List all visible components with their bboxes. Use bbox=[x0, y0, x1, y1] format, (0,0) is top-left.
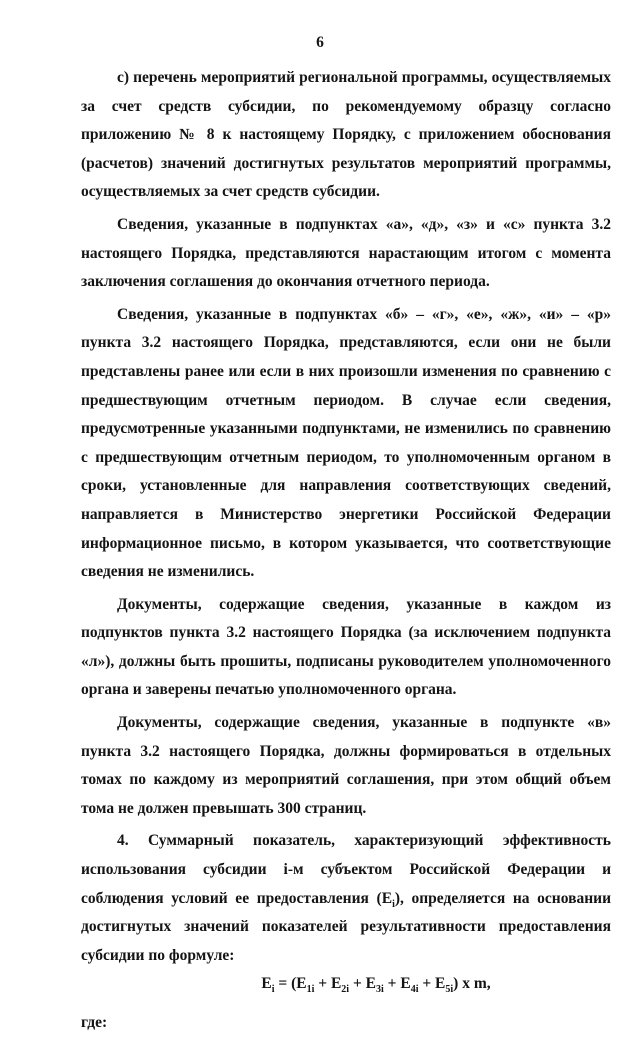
formula-term1-sub: 1i bbox=[306, 984, 315, 996]
page-number: 6 bbox=[316, 34, 324, 51]
formula-plus3: + E bbox=[383, 975, 411, 993]
formula-plus1: + E bbox=[314, 975, 342, 993]
paragraph-summary-indicator bbox=[81, 827, 611, 970]
paragraph-cumulative-info: Сведения, указанные в подпунктах «а», «д», «з» и «с» пункта 3.2 настоящего Порядка, представляются нарастающим итогом с момента заключения соглашения до окончания отчетного периода. bbox=[81, 215, 611, 291]
formula-plus4: + E bbox=[418, 975, 446, 993]
paragraph-item-s: с) перечень мероприятий региональной программы, осуществляемых за счет средств субсидии, по рекомендуемому образцу согласно приложению № 8 к настоящему Порядку, с приложением обоснования (расчетов) значений достигнутых результатов мероприятий программы, осуществляемых за счет средств субсидии. bbox=[81, 69, 611, 201]
summary-text-after: ), определяется на основании достигнутых значений показателей результативности предоставления субсидии по формуле: bbox=[81, 889, 611, 964]
paragraph-volume-limit: Документы, содержащие сведения, указанные в подпункте «в» пункта 3.2 настоящего Порядка, должны формироваться в отдельных томах по каждому из мероприятий соглашения, при этом общий объем тома не должен превышать 300 страниц. bbox=[81, 714, 611, 817]
formula-term3-sub: 3i bbox=[375, 984, 384, 996]
formula-term5-sub: 5i bbox=[445, 984, 454, 996]
formula-tail: ) x m, bbox=[453, 975, 491, 993]
summary-text-before: 4. Суммарный показатель, характеризующий эффективность использования субсидии i-м субъектом Российской Федерации и соблюдения условий ее предоставления (E bbox=[81, 832, 611, 907]
formula-lhs-sub: i bbox=[271, 984, 275, 996]
formula-term2-sub: 2i bbox=[341, 984, 350, 996]
formula-term4-sub: 4i bbox=[410, 984, 419, 996]
formula bbox=[81, 970, 611, 999]
formula-plus2: + E bbox=[349, 975, 376, 993]
document-body bbox=[81, 64, 611, 1038]
summary-subscript: i bbox=[392, 898, 395, 910]
paragraph-document-binding: Документы, содержащие сведения, указанные в каждом из подпунктов пункта 3.2 настоящего Порядка (за исключением подпункта «л»), должны быть прошиты, подписаны руководителем уполномоченного органа и заверены печатью уполномоченного органа. bbox=[81, 595, 611, 699]
paragraph-changed-info: Сведения, указанные в подпунктах «б» – «г», «е», «ж», «и» – «р» пункта 3.2 настоящего Порядка, представляются, если они не были представлены ранее или если в них произошли изменения по сравнению с предшествующим отчетным периодом. В случае если сведения, предусмотренные указанными подпунктами, не изменились по сравнению с предшествующим отчетным периодом, то уполномоченным органом в сроки, установленные для направления соответствующих сведений, направляется в Министерство энергетики Российской Федерации информационное письмо, в котором указывается, что соответствующие сведения не изменились. bbox=[81, 305, 611, 581]
where-label: где: bbox=[81, 1014, 108, 1031]
formula-lhs: E bbox=[261, 975, 272, 993]
formula-eq: = (E bbox=[274, 975, 307, 993]
